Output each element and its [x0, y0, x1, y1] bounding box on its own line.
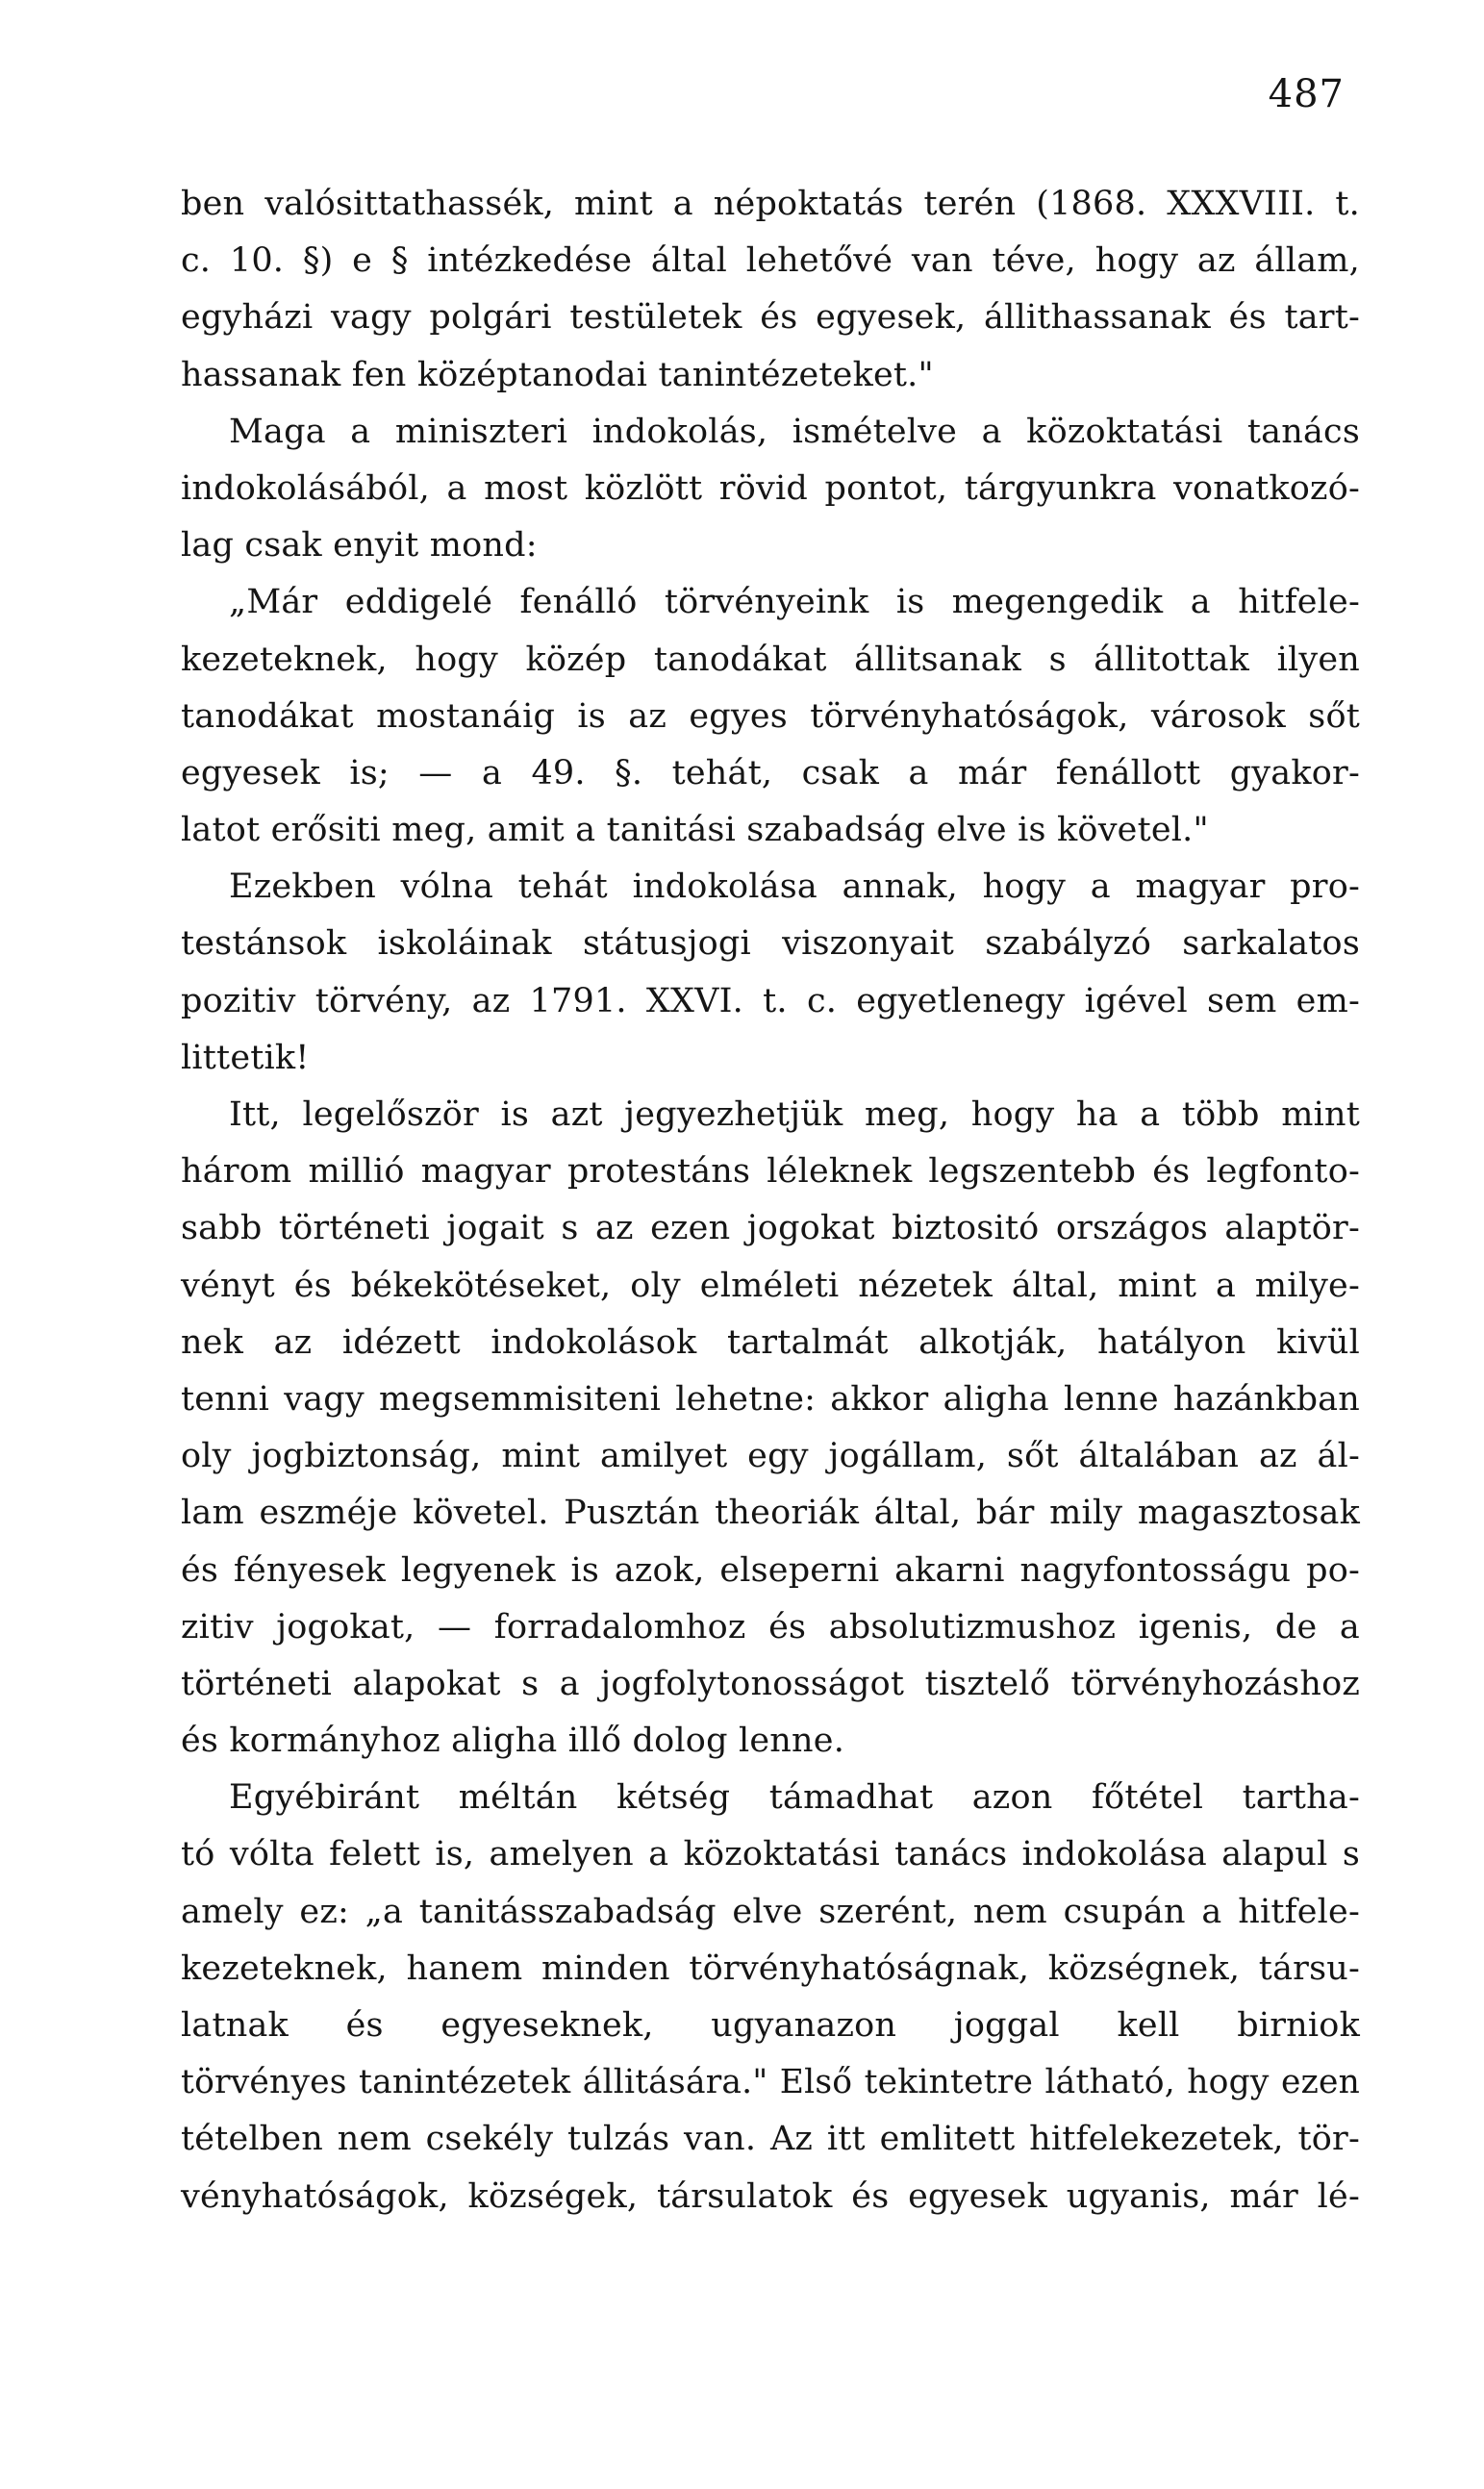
text-line: és kormányhoz aligha illő dolog lenne.: [181, 1722, 845, 1761]
text-line: vényhatóságok, községek, társulatok és egyesek ugyanis, már lé-: [181, 2176, 1360, 2216]
text-line: kezeteknek, hogy közép tanodákat állitsanak s állitottak ilyen: [181, 640, 1360, 679]
text-line: és fényesek legyenek is azok, elseperni akarni nagyfontosságu po-: [181, 1550, 1360, 1590]
text-line: Egyébiránt méltán kétség támadhat azon főtétel tartha-: [229, 1778, 1360, 1818]
text-line: egyesek is; — a 49. §. tehát, csak a már fenállott gyakor-: [181, 753, 1360, 792]
text-line: zitiv jogokat, — forradalomhoz és absolutizmushoz igenis, de a: [181, 1607, 1360, 1647]
text-line: tenni vagy megsemmisiteni lehetne: akkor aligha lenne hazánkban: [181, 1379, 1360, 1419]
text-line: oly jogbiztonság, mint amilyet egy jogállam, sőt általában az ál-: [181, 1437, 1360, 1476]
text-line: indokolásából, a most közlött rövid pontot, tárgyunkra vonatkozó-: [181, 468, 1360, 508]
text-line: lag csak enyit mond:: [181, 526, 538, 566]
body-text: [181, 176, 1360, 2225]
text-line: nek az idézett indokolások tartalmát alkotják, hatályon kivül: [181, 1322, 1360, 1362]
text-line: latnak és egyeseknek, ugyanazon joggal kell birniok: [181, 2006, 1360, 2045]
page-number: 487: [1268, 72, 1345, 116]
text-line: c. 10. §) e § intézkedése által lehetővé van téve, hogy az állam,: [181, 241, 1360, 281]
text-line: vényt és békekötéseket, oly elméleti nézetek által, mint a milye-: [181, 1266, 1360, 1305]
text-line: történeti alapokat s a jogfolytonosságot tisztelő törvényhozáshoz: [181, 1664, 1360, 1703]
text-line: tanodákat mostanáig is az egyes törvényhatóságok, városok sőt: [181, 696, 1360, 736]
text-line: ben valósittathassék, mint a népoktatás terén (1868. XXXVIII. t.: [181, 185, 1360, 223]
text-line: Itt, legelőször is azt jegyezhetjük meg, hogy ha a több mint: [229, 1095, 1360, 1134]
text-line: lam eszméje követel. Pusztán theoriák által, bár mily magasztosak: [181, 1494, 1360, 1533]
text-line: kezeteknek, hanem minden törvényhatóságnak, községnek, társu-: [181, 1948, 1360, 1988]
text-line: pozitiv törvény, az 1791. XXVI. t. c. egyetlenegy igével sem em-: [181, 981, 1360, 1020]
text-line: törvényes tanintézetek állitására." Első tekintetre látható, hogy ezen: [181, 2063, 1360, 2102]
text-line: „Már eddigelé fenálló törvényeink is megengedik a hitfele-: [229, 583, 1360, 622]
text-line: latot erősiti meg, amit a tanitási szabadság elve is követel.": [181, 811, 1209, 850]
text-line: amely ez: „a tanitásszabadság elve szerént, nem csupán a hitfele-: [181, 1892, 1360, 1931]
text-line: Ezekben vólna tehát indokolása annak, hogy a magyar pro-: [229, 867, 1360, 907]
text-line: littetik!: [181, 1038, 310, 1077]
text-line: hassanak fen középtanodai tanintézeteket.": [181, 355, 934, 394]
text-line: sabb történeti jogait s az ezen jogokat biztositó országos alaptör-: [181, 1209, 1360, 1248]
text-line: három millió magyar protestáns léleknek legszentebb és legfonto-: [181, 1152, 1360, 1192]
text-line: tó vólta felett is, amelyen a közoktatási tanács indokolása alapul s: [181, 1835, 1360, 1874]
text-line: egyházi vagy polgári testületek és egyesek, állithassanak és tart-: [181, 298, 1360, 338]
text-line: tételben nem csekély tulzás van. Az itt emlitett hitfelekezetek, tör-: [181, 2120, 1360, 2159]
text-line: Maga a miniszteri indokolás, ismételve a közoktatási tanács: [229, 412, 1360, 451]
text-line: testánsok iskoláinak státusjogi viszonyait szabályzó sarkalatos: [181, 924, 1360, 964]
